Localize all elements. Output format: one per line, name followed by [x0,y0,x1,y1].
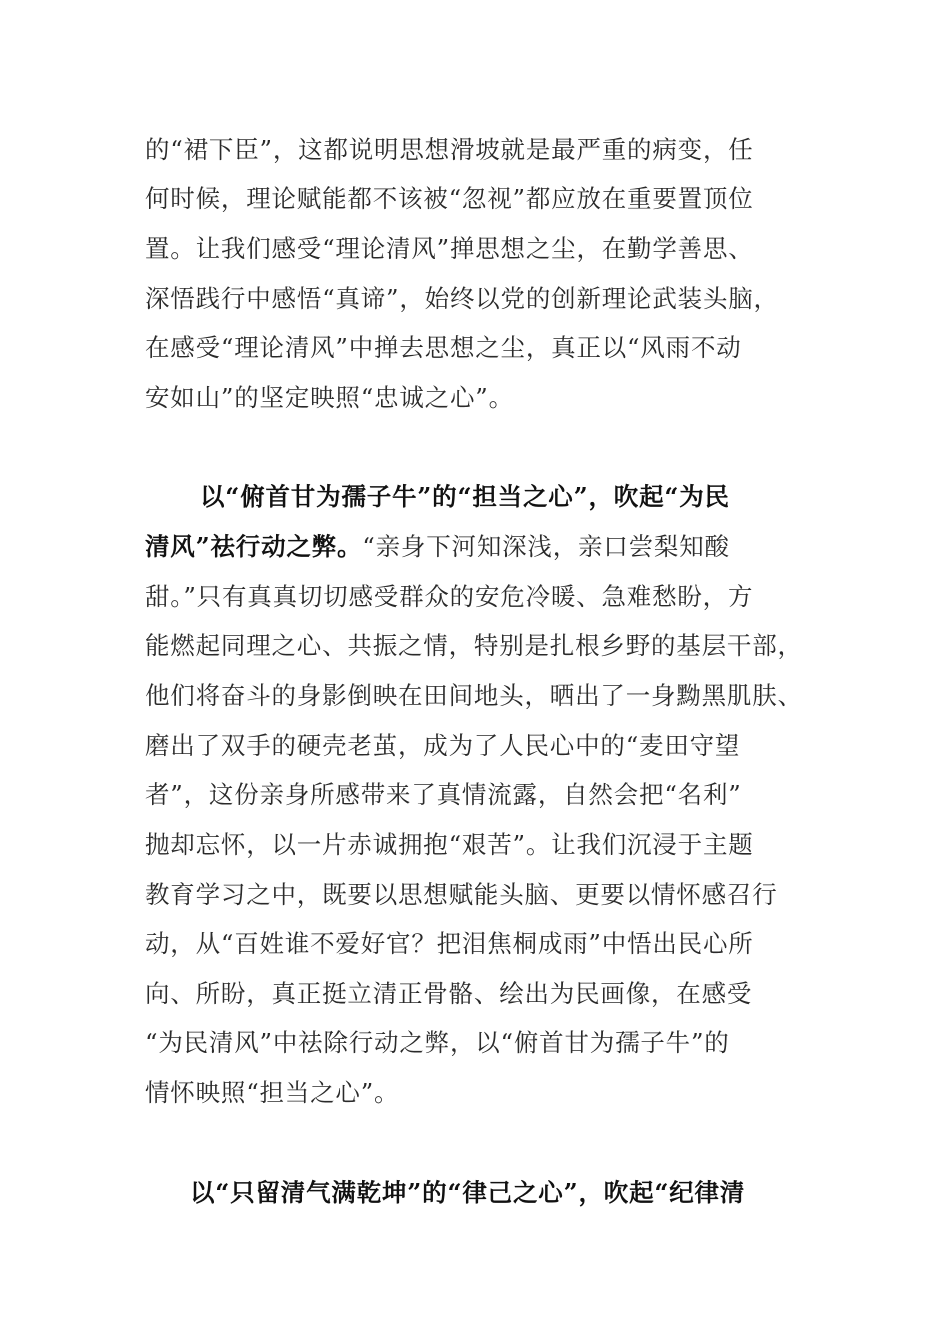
body-text: 向、所盼，真正挺立清正骨骼、绘出为民画像，在感受 [145,979,753,1008]
body-text: 的“裙下臣”，这都说明思想滑坡就是最严重的病变，任 [145,135,754,164]
body-text: “亲身下河知深浅，亲口尝梨知酸 [362,532,730,561]
body-text: 教育学习之中，既要以思想赋能头脑、更要以情怀感召行 [145,880,778,909]
text-line [145,927,815,961]
body-text: 能燃起同理之心、共振之情，特别是扎根乡野的基层干部， [145,631,803,660]
text-line [145,729,815,763]
text-line [145,381,815,415]
text-line [145,530,815,564]
body-text: 他们将奋斗的身影倒映在田间地头，晒出了一身黝黑肌肤、 [145,681,803,710]
body-text: 深悟践行中感悟“真谛”，始终以党的创新理论武装头脑， [145,284,779,313]
text-line [145,1026,815,1060]
body-text: 甜。”只有真真切切感受群众的安危冷暖、急难愁盼，方 [145,582,754,611]
text-line [145,1076,815,1110]
body-text: 置。让我们感受“理论清风”掸思想之尘，在勤学善思、 [145,234,754,263]
text-line [145,828,815,862]
text-line [190,1176,815,1210]
text-line [145,331,815,365]
text-line [145,282,815,316]
body-text: 在感受“理论清风”中掸去思想之尘，真正以“风雨不动 [145,333,742,362]
bold-heading-text: 以“俯首甘为孺子牛”的“担当之心”，吹起“为民 [200,482,730,511]
bold-heading-text: 以“只留清气满乾坤”的“律己之心”，吹起“纪律清 [190,1178,746,1207]
text-line [145,580,815,614]
text-line [145,977,815,1011]
body-text: 安如山”的坚定映照“忠诚之心”。 [145,383,514,412]
body-text: 情怀映照“担当之心”。 [145,1078,400,1107]
text-line [145,629,815,663]
bold-heading-text: 清风”祛行动之弊。 [145,532,363,561]
text-line [145,182,815,216]
text-line [145,778,815,812]
body-text: 磨出了双手的硬壳老茧，成为了人民心中的“麦田守望 [145,731,741,760]
text-line [145,878,815,912]
text-line [200,480,815,514]
text-line [145,679,815,713]
body-text: 者”，这份亲身所感带来了真情流露，自然会把“名利” [145,780,742,809]
text-line [145,232,815,266]
body-text: 动，从“百姓谁不爱好官？把泪焦桐成雨”中悟出民心所 [145,929,754,958]
body-text: 抛却忘怀，以一片赤诚拥抱“艰苦”。让我们沉浸于主题 [145,830,754,859]
body-text: 何时候，理论赋能都不该被“忽视”都应放在重要置顶位 [145,184,754,213]
text-line [145,133,815,167]
body-text: “为民清风”中祛除行动之弊，以“俯首甘为孺子牛”的 [145,1028,730,1057]
